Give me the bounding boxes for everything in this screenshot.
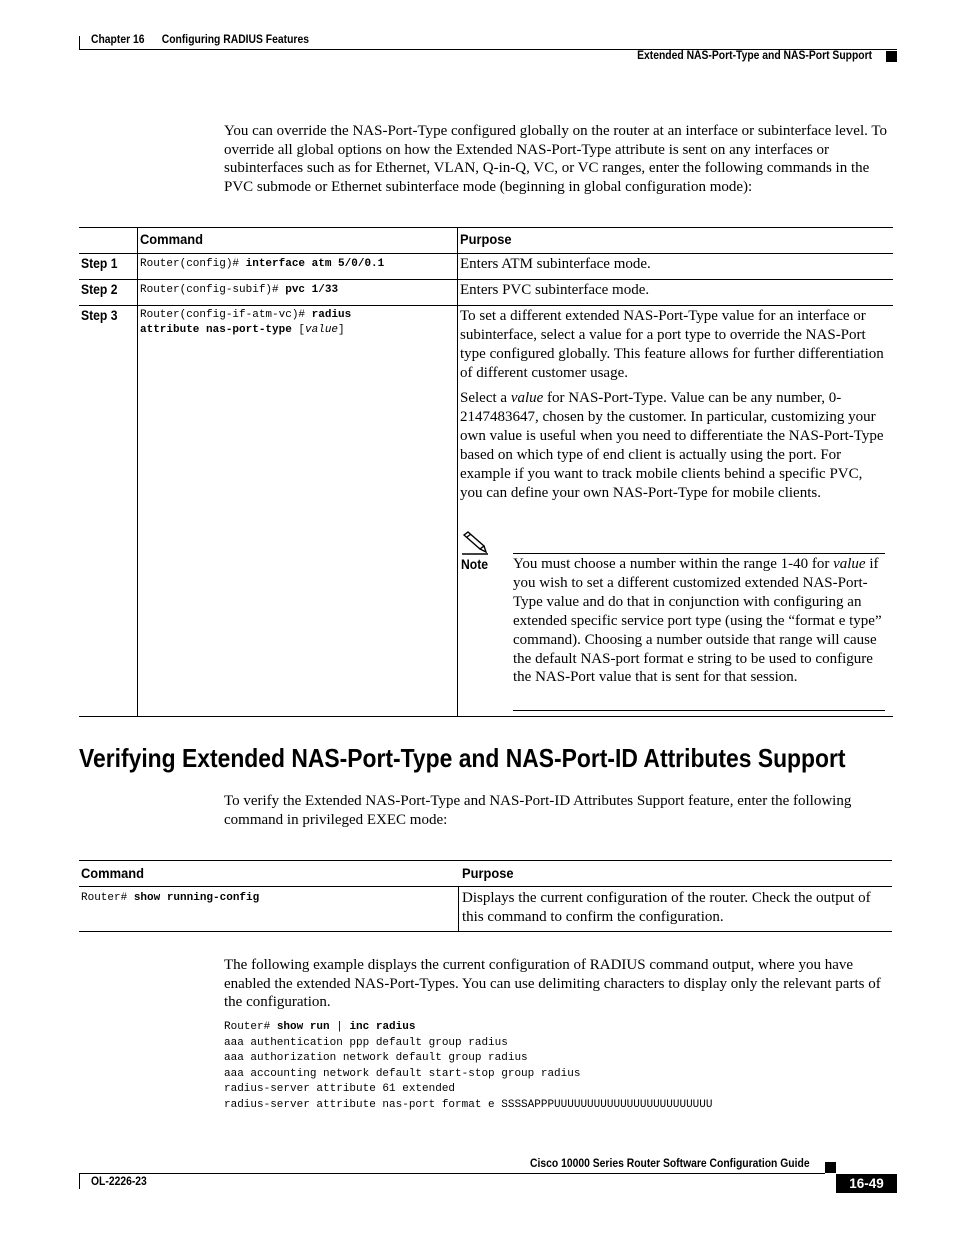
purpose-text: Select a value for NAS-Port-Type. Value can be any number, 0-2147483647, chosen by the customer. In particular, customizing your own value is useful when you need to differentiate the NAS-Port-Type based on which type of end client is actually using the port. For example if you want to track mobile clients behind a specific PVC, you can define your own NAS-Port-Type for mobile clients. [460,390,884,501]
section-heading: Verifying Extended NAS-Port-Type and NAS-Port-ID Attributes Support [79,743,846,773]
code-line: radius-server attribute 61 extended [224,1083,456,1096]
step-label: Step 1 [81,256,118,271]
note-label: Note [461,557,488,572]
header-bar [79,36,80,50]
note-rule [513,710,885,711]
footer-guide-title: Cisco 10000 Series Router Software Configuration Guide [530,1158,810,1170]
note-rule [513,553,885,554]
table-rule [79,860,892,861]
note-pencil-icon [461,531,489,555]
step-label: Step 3 [81,308,118,323]
note-text: You must choose a number within the range 1-40 for value if you wish to set a different customized extended NAS-Port-Type value and do that in conjunction with configuring an extended specific service port type (using the “format e type” command). Choosing a number outside that range will cause the default NAS-port format e string to be used to configure the NAS-Port value that is sent for that session. [513,556,882,686]
header-section: Extended NAS-Port-Type and NAS-Port Support [637,50,872,62]
col-header-command: Command [81,865,144,881]
footer-marker [825,1162,836,1173]
header-marker [886,51,897,62]
table-rule [79,253,893,254]
footer-doc-id: OL-2226-23 [91,1176,147,1188]
code-line: aaa accounting network default start-stop group radius [224,1067,581,1080]
table-divider [137,227,138,717]
code-example [224,1020,712,1114]
page-number: 16-49 [836,1174,897,1193]
code-line: radius-server attribute nas-port format e SSSSAPPPUUUUUUUUUUUUUUUUUUUUUUUU [224,1098,713,1111]
purpose-text: Enters PVC subinterface mode. [460,282,650,298]
code-command-line: Router# show run | inc radius [224,1021,416,1033]
purpose-text: Enters ATM subinterface mode. [460,256,651,272]
example-paragraph: The following example displays the current configuration of RADIUS command output, where you have enabled the extended NAS-Port-Types. You can use delimiting characters to display only the relevant parts of the configuration. [224,957,881,1011]
command-text: Router(config-subif)# pvc 1/33 [140,284,339,296]
purpose-text: To set a different extended NAS-Port-Type value for an interface or subinterface, select a value for a port type to override the NAS-Port type configured globally. This feature allows for further differentiation of different customer usage. [460,308,884,381]
table-rule [79,886,892,887]
header-chapter: Chapter 16 Configuring RADIUS Features [91,34,309,46]
command-text: Router(config-if-atm-vc)# radius attribute nas-port-type [value] [140,309,352,336]
table-divider [457,227,458,717]
code-line: aaa authentication ppp default group radius [224,1036,508,1049]
code-line: aaa authorization network default group radius [224,1052,528,1065]
step-label: Step 2 [81,282,118,297]
col-header-purpose: Purpose [462,865,514,881]
intro-paragraph: You can override the NAS-Port-Type configured globally on the router at an interface or subinterface level. To override all global options on how the Extended NAS-Port-Type attribute is sent on any interfaces or subinterfaces such as for Ethernet, VLAN, Q-in-Q, VC, or VC ranges, enter the following commands in the PVC submode or Ethernet subinterface mode (beginning in global configuration mode): [224,123,887,196]
col-header-purpose: Purpose [460,231,512,247]
purpose-text: Displays the current configuration of the router. Check the output of this command to confirm the configuration. [462,890,871,925]
table-rule [79,931,892,932]
footer-rule [79,1173,825,1174]
verify-paragraph: To verify the Extended NAS-Port-Type and NAS-Port-ID Attributes Support feature, enter the following command in privileged EXEC mode: [224,793,852,828]
table-rule [79,305,893,306]
footer-bar [79,1173,80,1189]
command-text: Router# show running-config [81,892,260,904]
table-rule [79,279,893,280]
table-rule [79,227,893,228]
col-header-command: Command [140,231,203,247]
command-text: Router(config)# interface atm 5/0/0.1 [140,258,385,270]
table-rule [79,716,893,717]
table-divider [458,886,459,931]
